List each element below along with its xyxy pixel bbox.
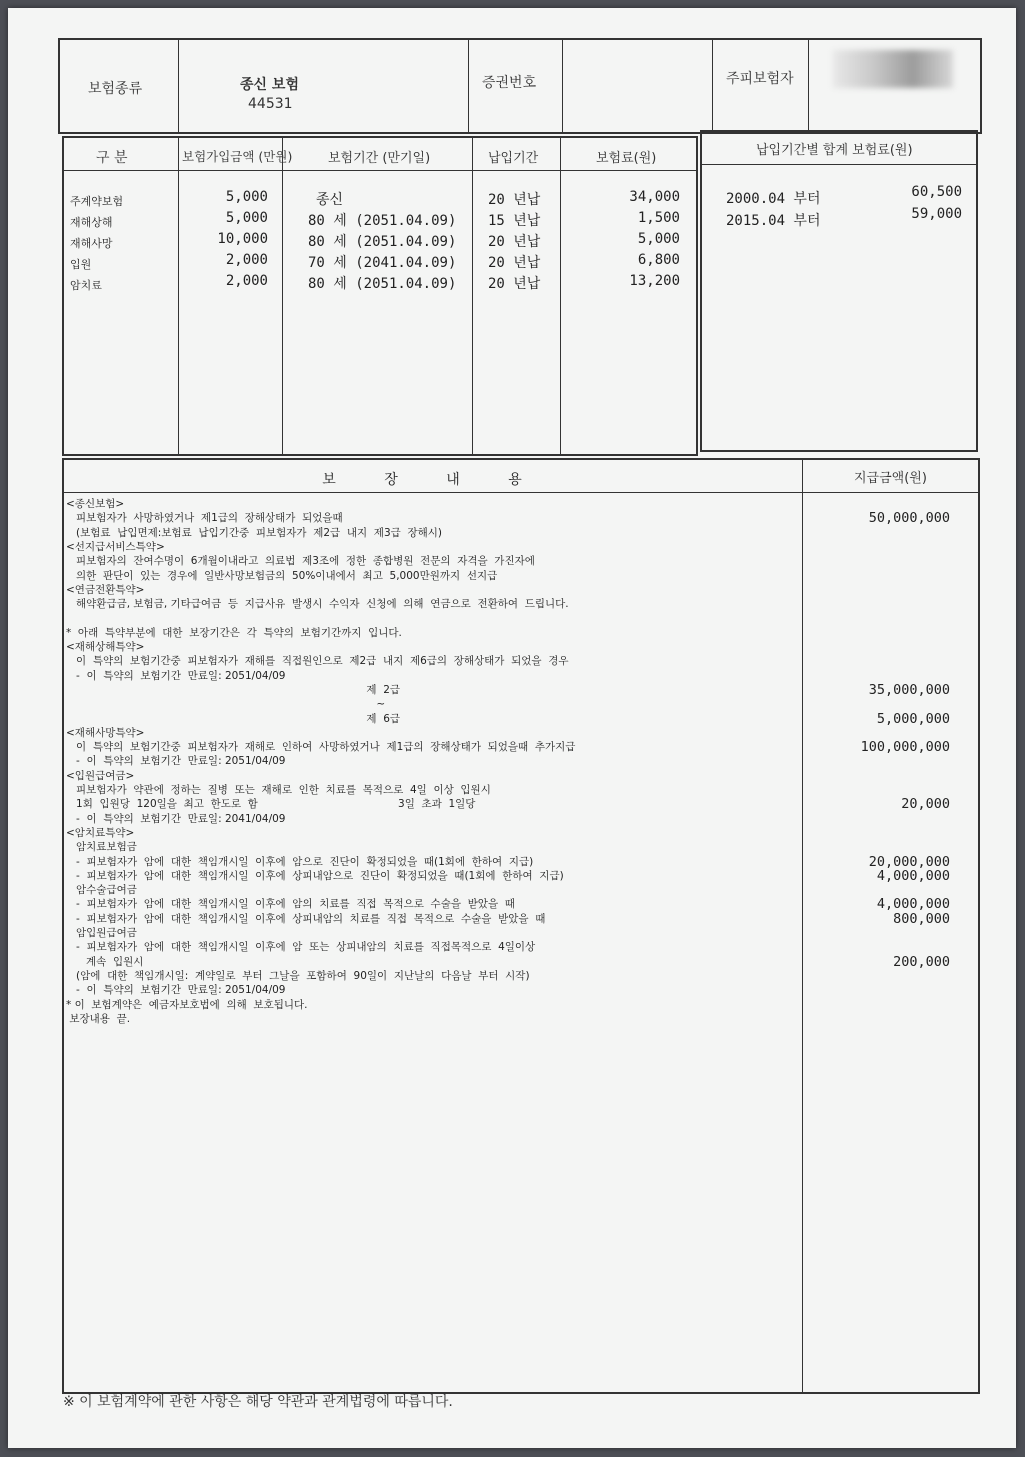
coverage-line: - 이 특약의 보험기간 만료일: 2051/04/09	[66, 984, 286, 997]
coverage-line: 1회 입원당 120일을 최고 한도로 함 3일 초과 1일당	[66, 798, 476, 811]
coverage-line: <재해상해특약>	[66, 641, 145, 653]
coverage-line: 피보험자가 사망하였거나 제1급의 장해상태가 되었을때	[66, 512, 343, 525]
coverage-line: 이 특약의 보험기간중 피보험자가 재해로 인하여 사망하였거나 제1급의 장해상태가 되었을때 추가지급	[66, 741, 576, 754]
coverage-line: <선지급서비스특약>	[66, 540, 165, 553]
insured-label: 주피보험자	[726, 71, 794, 87]
coverage-line: 이 특약의 보험기간중 피보험자가 재해를 직접원인으로 제2급 내지 제6급의 장해상태가 되었을 경우	[66, 655, 569, 668]
plan-header-term: 보험기간 (만기일)	[328, 151, 431, 166]
coverage-amount: 200,000	[893, 953, 950, 970]
coverage-amount: 100,000,000	[860, 739, 950, 756]
plan-table: 구 분 보험가입금액 (만원) 보험기간 (만기일) 납입기간 보험료(원) 주계약보험 5,000 종신 20 년납 34,000 재해상해 5,000 80 세 (2051.04.09) 15 년납 1,500 재해사망 10,000 80 세 (2051.04.09) 20 년납 5,000 입원 2,000 70 세 (2041.04.09) 20 년납 6,800 암치료 2,000 80 세 (2051.04.09) 20 년납 13,200	[62, 136, 698, 456]
coverage-line: ~	[66, 698, 386, 711]
coverage-line: 제 6급	[66, 712, 401, 725]
coverage-line: (보험료 납입면제:보험료 납입기간중 피보험자가 제2급 내지 제3급 장해시)	[66, 526, 442, 539]
coverage-amount: 800,000	[893, 910, 950, 927]
totals-table: 납입기간별 합계 보험료(원) 2000.04 부터 60,500 2015.04 부터 59,000	[700, 130, 978, 452]
coverage-line: - 피보험자가 암에 대한 책임개시일 이후에 암 또는 상피내암의 치료를 직접목적으로 4일이상	[66, 941, 536, 954]
coverage-amount: 20,000,000	[868, 853, 950, 870]
coverage-line: 보장내용 끝.	[66, 1012, 131, 1025]
plan-header-pay-period: 납입기간	[488, 151, 539, 166]
coverage-line: 피보험자의 잔여수명이 6개월이내라고 의료법 제3조에 정한 종합병원 전문의 자격을 가진자에	[66, 555, 535, 568]
coverage-header: 보 장 내 용	[322, 472, 544, 488]
coverage-line: - 피보험자가 암에 대한 책임개시일 이후에 암으로 진단이 확정되었을 때(1회에 한하여 지급)	[66, 855, 534, 868]
coverage-line: 계속 입원시	[66, 955, 144, 968]
coverage-line: <입원급여금>	[66, 769, 135, 782]
coverage-line: 제 2급	[66, 683, 401, 696]
coverage-line: - 피보험자가 암에 대한 책임개시일 이후에 상피내암으로 진단이 확정되었을 때(1회에 한하여 지급)	[66, 869, 564, 882]
totals-header: 납입기간별 합계 보험료(원)	[756, 143, 913, 158]
coverage-line: - 피보험자가 암에 대한 책임개시일 이후에 암의 치료를 직접 목적으로 수술을 받았을 때	[66, 898, 515, 911]
coverage-line: 해약환급금, 보험금, 기타급여금 등 지급사유 발생시 수익자 신청에 의해 연금으로 전환하여 드립니다.	[66, 598, 569, 611]
coverage-amount: 50,000,000	[868, 510, 950, 527]
coverage-line: * 아래 특약부분에 대한 보장기간은 각 특약의 보험기간까지 입니다.	[66, 626, 402, 639]
policy-paper	[8, 8, 1016, 1448]
coverage-line: - 피보험자가 암에 대한 책임개시일 이후에 상피내암의 치료를 직접 목적으로 수술을 받았을 때	[66, 912, 546, 925]
coverage-line: 암치료보험금	[66, 841, 137, 854]
coverage-box	[62, 458, 980, 1394]
coverage-line: 의한 판단이 있는 경우에 일반사망보험금의 50%이내에서 최고 5,000만원까지 선지급	[66, 569, 498, 582]
coverage-amount: 20,000	[901, 796, 950, 813]
coverage-line: 암수술급여금	[66, 884, 137, 897]
coverage-line: * 이 보험계약은 예금자보호법에 의해 보호됩니다.	[66, 998, 308, 1011]
coverage-amount: 4,000,000	[876, 896, 950, 913]
coverage-line: <종신보험>	[66, 498, 125, 510]
product-name: 종신 보험	[240, 77, 299, 93]
footer-note: ※ 이 보험계약에 관한 사항은 해당 약관과 관계법령에 따릅니다.	[63, 1394, 453, 1410]
coverage-amount: 35,000,000	[868, 681, 950, 698]
plan-header-premium: 보험료(원)	[596, 151, 657, 166]
coverage-line: - 이 특약의 보험기간 만료일: 2051/04/09	[66, 755, 286, 768]
plan-header-amount: 보험가입금액 (만원)	[182, 149, 293, 164]
coverage-text	[64, 497, 802, 1037]
redacted-insured-name	[833, 50, 953, 88]
coverage-line: - 이 특약의 보험기간 만료일: 2041/04/09	[66, 812, 286, 825]
coverage-line: (암에 대한 책임개시일: 계약일로 부터 그날을 포함하여 90일이 지난날의 다음날 부터 시작)	[66, 969, 530, 982]
amount-header: 지급금액(원)	[854, 471, 927, 486]
coverage-amount: 4,000,000	[876, 867, 950, 884]
coverage-line: <연금전환특약>	[66, 583, 145, 596]
coverage-amounts	[802, 497, 978, 1037]
coverage-line: - 이 특약의 보험기간 만료일: 2051/04/09	[66, 669, 286, 682]
policy-number-label: 증권번호	[482, 75, 537, 91]
coverage-line: <암치료특약>	[66, 826, 135, 839]
product-code: 44531	[248, 96, 293, 112]
coverage-line: <재해사망특약>	[66, 726, 145, 739]
coverage-line: 피보험자가 약관에 정하는 질병 또는 재해로 인한 치료를 목적으로 4일 이상 입원시	[66, 784, 491, 796]
coverage-amount: 5,000,000	[876, 710, 950, 727]
type-label: 보험종류	[88, 81, 143, 97]
coverage-line: 암입원급여금	[66, 927, 137, 939]
plan-header-category: 구 분	[96, 150, 128, 166]
